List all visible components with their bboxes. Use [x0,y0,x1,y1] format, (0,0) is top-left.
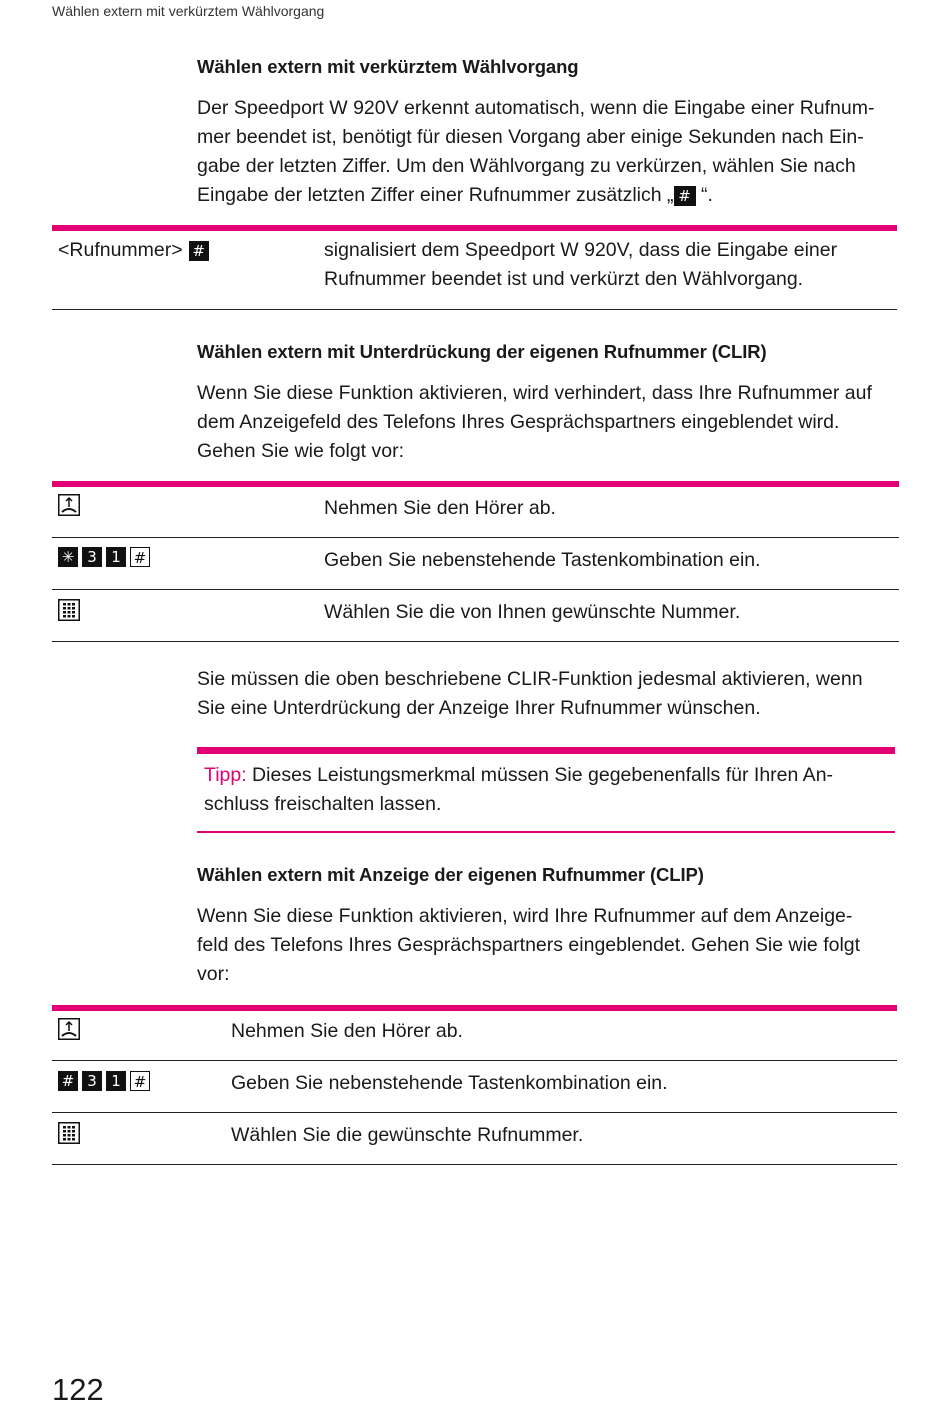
paragraph-line: Der Speedport W 920V erkennt automatisch, wenn die Eingabe einer Rufnum- [197,97,875,119]
tip-line [204,761,894,790]
paragraph-text: “. [695,184,713,206]
section3-paragraph [197,902,897,989]
step-text: Wählen Sie die gewünschte Rufnummer. [231,1124,584,1146]
hash-key-icon: # [189,241,209,261]
paragraph-line [197,181,897,210]
paragraph-line: Sie eine Unterdrückung der Anzeige Ihrer Rufnummer wünschen. [197,697,761,719]
handset-lift-icon [58,494,80,521]
hash-key-icon: # [674,186,696,206]
row-line: signalisiert dem Speedport W 920V, dass die Eingabe einer [324,239,838,261]
divider [52,309,897,310]
tip-label: Tipp: [204,764,247,786]
divider [52,1112,897,1113]
hash-key-icon: # [130,1071,150,1091]
number-placeholder-label: <Rufnummer> [58,239,183,261]
step-text: Wählen Sie die von Ihnen gewünschte Nummer. [324,601,741,623]
section1-paragraph [197,94,897,210]
key-combination [58,1071,150,1091]
divider [52,589,899,590]
paragraph-line: Sie müssen die oben beschriebene CLIR-Funktion jedesmal aktivieren, wenn [197,668,863,690]
section-heading-shortened-dialing: Wählen extern mit verkürztem Wählvorgang [197,56,579,77]
step-text: Geben Sie nebenstehende Tastenkombination ein. [324,549,761,571]
step-text: Nehmen Sie den Hörer ab. [324,497,556,519]
paragraph-line: mer beendet ist, benötigt für diesen Vorgang aber einige Sekunden nach Ein- [197,126,864,148]
paragraph-text: Eingabe der letzten Ziffer einer Rufnummer zusätzlich „ [197,184,674,206]
hash-key-icon: # [130,547,150,567]
paragraph-line: gabe der letzten Ziffer. Um den Wählvorgang zu verkürzen, wählen Sie nach [197,155,856,177]
paragraph-line: dem Anzeigefeld des Telefons Ihres Gesprächspartners eingeblendet wird. [197,411,840,433]
section-heading-clir: Wählen extern mit Unterdrückung der eigenen Rufnummer (CLIR) [197,341,767,362]
row-line: Rufnummer beendet ist und verkürzt den Wählvorgang. [324,268,804,290]
row-description [324,236,894,294]
tip-line: schluss freischalten lassen. [204,793,442,815]
running-header: Wählen extern mit verkürztem Wählvorgang [52,3,325,19]
paragraph-line: vor: [197,963,230,985]
digit-key-1: 1 [106,1071,126,1091]
handset-lift-icon [58,1018,80,1045]
magenta-divider [52,481,899,487]
divider [52,537,899,538]
page-number: 122 [52,1372,104,1407]
step-text: Geben Sie nebenstehende Tastenkombination ein. [231,1072,668,1094]
digit-key-3: 3 [82,547,102,567]
tip-bottom-rule [197,831,895,833]
clir-note-paragraph [197,665,897,723]
paragraph-line: feld des Telefons Ihres Gesprächspartners eingeblendet. Gehen Sie wie folgt [197,934,861,956]
tip-box [204,761,894,819]
tip-top-rule [197,747,895,754]
digit-key-1: 1 [106,547,126,567]
magenta-divider [52,225,897,231]
paragraph-line: Wenn Sie diese Funktion aktivieren, wird verhindert, dass Ihre Rufnummer auf [197,382,872,404]
star-key-icon: ✳ [58,547,78,567]
key-combination [58,547,150,567]
hash-key-icon: # [58,1071,78,1091]
divider [52,1060,897,1061]
section2-paragraph [197,379,897,466]
row-label [58,236,209,265]
paragraph-line: Wenn Sie diese Funktion aktivieren, wird Ihre Rufnummer auf dem Anzeige- [197,905,853,927]
keypad-icon [58,599,80,626]
magenta-divider [52,1005,897,1011]
divider [52,1164,897,1165]
divider [52,641,899,642]
keypad-icon [58,1122,80,1149]
paragraph-line: Gehen Sie wie folgt vor: [197,440,405,462]
tip-text: Dieses Leistungsmerkmal müssen Sie gegebenenfalls für Ihren An- [246,764,834,786]
section-heading-clip: Wählen extern mit Anzeige der eigenen Rufnummer (CLIP) [197,864,704,885]
digit-key-3: 3 [82,1071,102,1091]
step-text: Nehmen Sie den Hörer ab. [231,1020,463,1042]
